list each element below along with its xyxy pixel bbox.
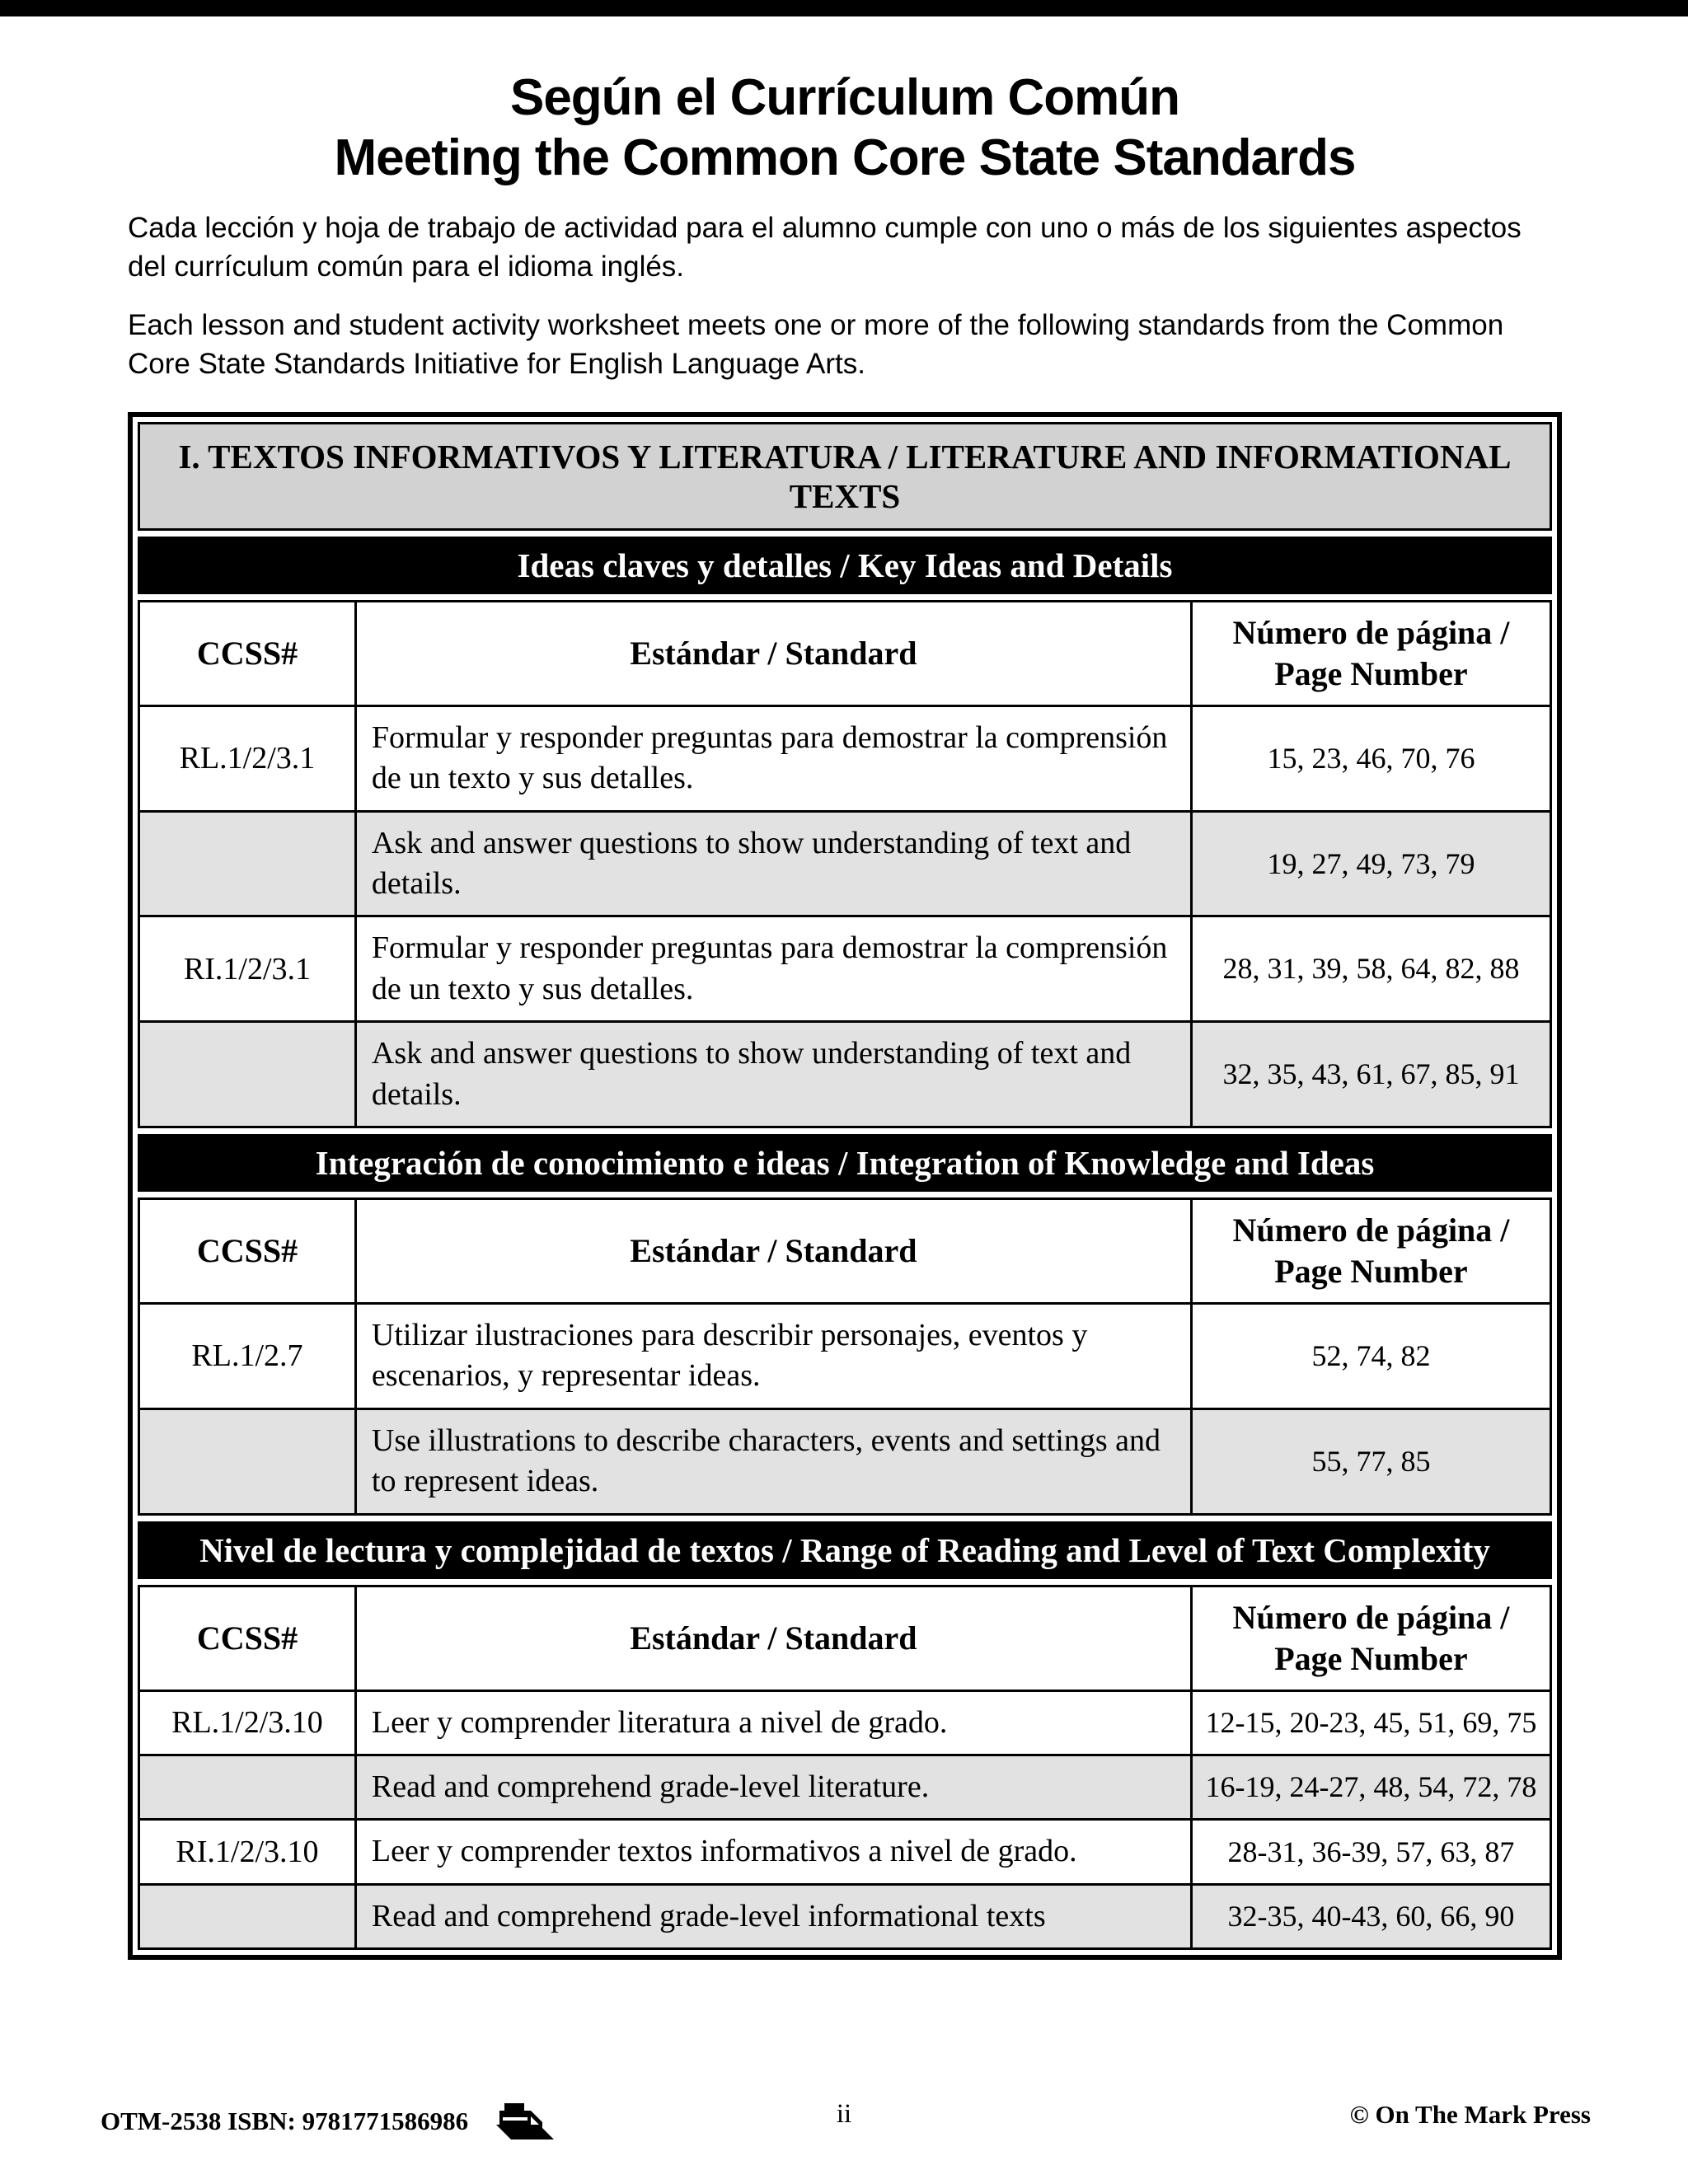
pages-cell: 55, 77, 85: [1190, 1410, 1550, 1513]
table-row: [140, 1302, 1550, 1408]
pages-cell: 15, 23, 46, 70, 76: [1190, 707, 1550, 810]
pages-cell: 52, 74, 82: [1190, 1305, 1550, 1408]
footer-isbn-text: OTM-2538 ISBN: 9781771586986: [101, 2107, 469, 2135]
col-header-page-number: [1190, 1587, 1550, 1690]
section-table-block: [138, 600, 1552, 1128]
col-header-ccss: CCSS#: [196, 634, 298, 672]
col-header-page-line1: Número de página /: [1232, 1212, 1510, 1249]
col-header-page-line1: Número de página /: [1232, 613, 1510, 651]
intro-paragraph-english: Each lesson and student activity worksheet meets one or more of the following standards from the Common Core State Standards Initiative for English Language Arts.: [128, 309, 1504, 380]
table-row: [140, 1818, 1550, 1882]
title-spanish: Según el Currículum Común: [509, 69, 1180, 126]
col-header-page-number: [1190, 1200, 1550, 1302]
standard-cell: Utilizar ilustraciones para describir personajes, eventos y escenarios, y representar ideas.: [354, 1305, 1190, 1408]
table-row: [140, 810, 1550, 916]
ccss-cell: RI.1/2/3.10: [176, 1835, 319, 1870]
table-row: [140, 1408, 1550, 1513]
col-header-page-line2: Page Number: [1274, 654, 1468, 692]
standard-cell: Read and comprehend grade-level literature.: [354, 1756, 1190, 1818]
column-header-row: [140, 1587, 1550, 1690]
intro-paragraph-spanish: Cada lección y hoja de trabajo de actividad para el alumno cumple con uno o más de los siguientes aspectos del currículum común para el idioma inglés.: [128, 212, 1522, 284]
table-row: [140, 1020, 1550, 1126]
ccss-cell: RL.1/2.7: [191, 1338, 303, 1374]
standard-cell: Ask and answer questions to show understanding of text and details.: [354, 1023, 1190, 1126]
ccss-cell: RI.1/2/3.1: [183, 951, 312, 987]
column-header-row: [140, 602, 1550, 705]
pages-cell: 19, 27, 49, 73, 79: [1190, 813, 1550, 916]
pages-cell: 32-35, 40-43, 60, 66, 90: [1190, 1886, 1550, 1947]
pages-cell: 32, 35, 43, 61, 67, 85, 91: [1190, 1023, 1550, 1126]
pages-cell: 12-15, 20-23, 45, 51, 69, 75: [1190, 1692, 1550, 1754]
ccss-cell: [140, 813, 354, 916]
page-content: [128, 16, 1562, 1960]
standard-cell: Leer y comprender textos informativos a nivel de grado.: [354, 1821, 1190, 1882]
section-header-bar: Ideas claves y detalles / Key Ideas and Details: [138, 537, 1552, 594]
col-header-standard: Estándar / Standard: [354, 1587, 1190, 1690]
page-number: ii: [836, 2099, 852, 2129]
col-header-standard: Estándar / Standard: [354, 602, 1190, 705]
ccss-cell: [140, 1023, 354, 1126]
column-header-row: [140, 1200, 1550, 1302]
table-row: [140, 915, 1550, 1020]
standard-cell: Formular y responder preguntas para demostrar la comprensión de un texto y sus detalles.: [354, 707, 1190, 810]
pages-cell: 28, 31, 39, 58, 64, 82, 88: [1190, 917, 1550, 1020]
col-header-page-line1: Número de página /: [1232, 1598, 1510, 1636]
table-row: [140, 1754, 1550, 1818]
table-sections: [138, 537, 1552, 1950]
col-header-ccss: CCSS#: [196, 1619, 298, 1657]
ccss-cell: RL.1/2/3.1: [179, 741, 316, 776]
col-header-page-line2: Page Number: [1274, 1253, 1468, 1290]
title-english: Meeting the Common Core State Standards: [334, 129, 1356, 187]
standard-cell: Read and comprehend grade-level informational texts: [354, 1886, 1190, 1947]
pages-cell: 28-31, 36-39, 57, 63, 87: [1190, 1821, 1550, 1882]
col-header-standard: Estándar / Standard: [354, 1200, 1190, 1302]
page-footer: [0, 2083, 1688, 2136]
table-row: [140, 705, 1550, 810]
section-table-block: [138, 1197, 1552, 1516]
standards-table: [128, 412, 1562, 1960]
page-title: [128, 68, 1562, 188]
pages-cell: 16-19, 24-27, 48, 54, 72, 78: [1190, 1756, 1550, 1818]
footer-copyright: © On The Mark Press: [1349, 2100, 1591, 2129]
table-row: [140, 1690, 1550, 1754]
col-header-ccss: CCSS#: [196, 1232, 298, 1269]
standard-cell: Ask and answer questions to show understanding of text and details.: [354, 813, 1190, 916]
standard-cell: Use illustrations to describe characters, events and settings and to represent ideas.: [354, 1410, 1190, 1513]
section-header-bar: Nivel de lectura y complejidad de textos / Range of Reading and Level of Text Complexity: [138, 1521, 1552, 1579]
standard-cell: Leer y comprender literatura a nivel de grado.: [354, 1692, 1190, 1754]
col-header-page-line2: Page Number: [1274, 1639, 1468, 1677]
ccss-cell: [140, 1886, 354, 1947]
table-row: [140, 1883, 1550, 1947]
top-border-bar: [0, 0, 1688, 16]
ccss-cell: [140, 1756, 354, 1818]
section-header-bar: Integración de conocimiento e ideas / Integration of Knowledge and Ideas: [138, 1134, 1552, 1192]
standard-cell: Formular y responder preguntas para demostrar la comprensión de un texto y sus detalles.: [354, 917, 1190, 1020]
ccss-cell: RL.1/2/3.10: [171, 1705, 323, 1741]
section-table-block: [138, 1585, 1552, 1951]
table-main-header: I. TEXTOS INFORMATIVOS Y LITERATURA / LITERATURE AND INFORMATIONAL TEXTS: [138, 422, 1552, 531]
ccss-cell: [140, 1410, 354, 1513]
col-header-page-number: [1190, 602, 1550, 705]
